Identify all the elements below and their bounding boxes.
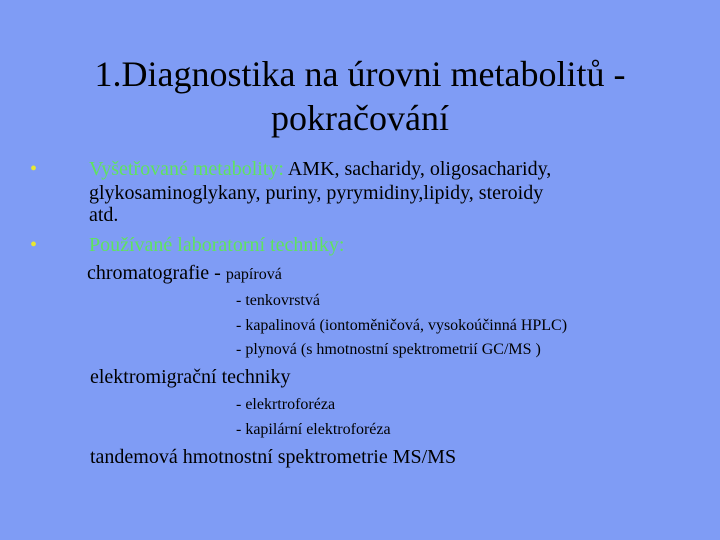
title-line-2: pokračování — [271, 98, 449, 138]
chromatography-item: - kapalinová (iontoměničová, vysokoúčinná HPLC) — [236, 317, 568, 334]
bullet-1-text-1: AMK, sacharidy, oligosacharidy, — [283, 158, 552, 180]
bullet-1-marker: • — [30, 158, 38, 180]
bullet-1-line-1 — [89, 158, 551, 181]
bullet-1-text-3: atd. — [89, 204, 119, 226]
electromigration-item: - kapilární elektroforéza — [236, 421, 391, 438]
electromigration-title: elektromigrační techniky — [90, 366, 291, 388]
tandem-ms-line: tandemová hmotnostní spektrometrie MS/MS — [90, 446, 457, 468]
bullet-1 — [30, 158, 37, 181]
chromatography-line — [87, 262, 282, 285]
bullet-2 — [30, 234, 37, 257]
slide-title — [40, 52, 680, 140]
title-line-1: 1.Diagnostika na úrovni metabolitů - — [94, 54, 626, 94]
bullet-1-label: Vyšetřované metabolity: — [89, 158, 284, 180]
bullet-2-label: Používané laboratorní techniky: — [89, 234, 345, 256]
bullet-1-text-2: glykosaminoglykany, puriny, pyrymidiny,lipidy, steroidy — [89, 182, 544, 204]
chromatography-item-paper: papírová — [225, 266, 282, 283]
chromatography-item: - plynová (s hmotnostní spektrometrií GC/MS ) — [236, 341, 541, 358]
electromigration-item: - elekrtroforéza — [236, 396, 336, 413]
bullet-2-marker: • — [30, 234, 38, 256]
chromatography-item: - tenkovrstvá — [236, 292, 320, 309]
chromatography-title: chromatografie - — [87, 262, 226, 284]
